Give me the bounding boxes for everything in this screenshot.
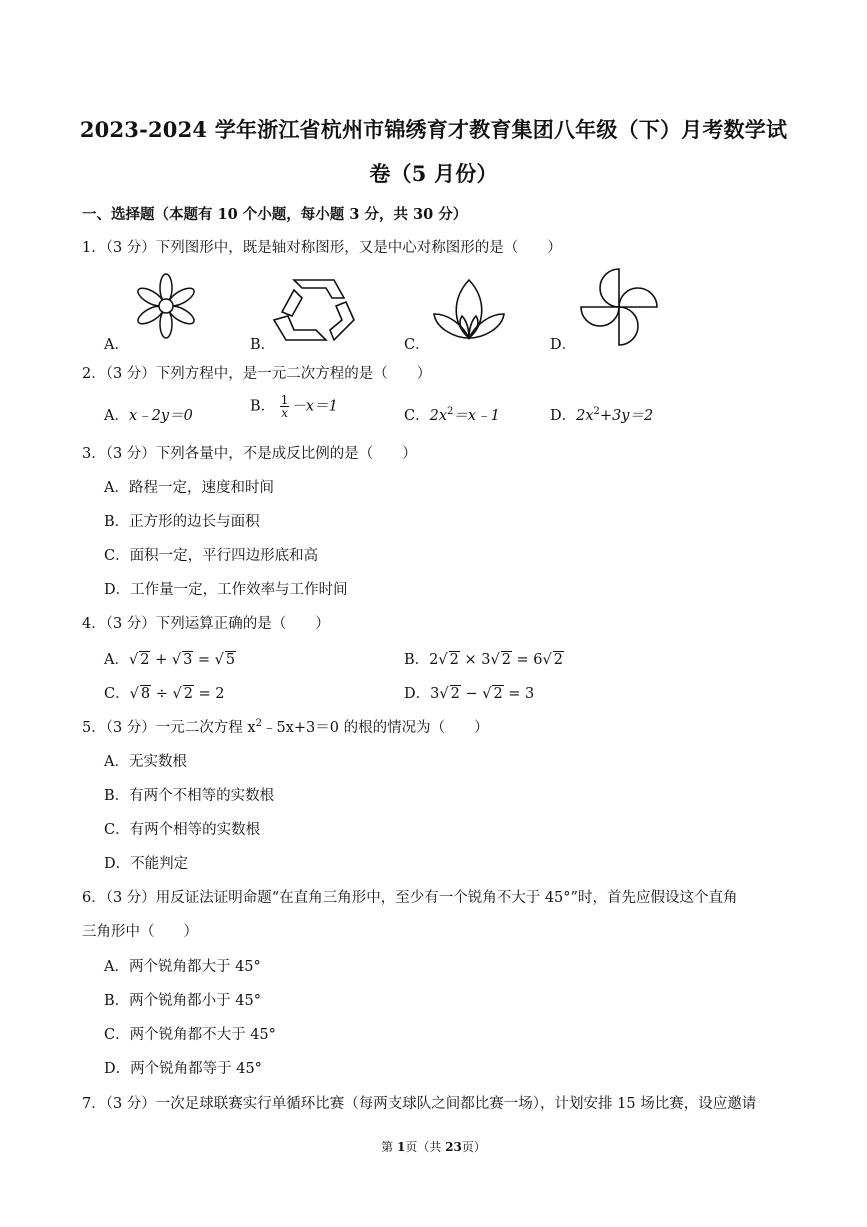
question-4-stem: 4．（3 分）下列运算正确的是（ ） xyxy=(82,616,330,632)
q2-option-c-label: C． xyxy=(404,408,430,424)
q1-option-d-label: D． xyxy=(550,337,577,353)
q2-option-b-label: B． xyxy=(250,398,276,415)
recycle-hexagon-icon xyxy=(272,276,356,344)
q2-option-b-fraction: $\frac{1}{x}$ xyxy=(280,393,289,420)
q3-option-c: C．面积一定，平行四边形底和高 xyxy=(104,548,319,564)
q3-option-a: A．路程一定，速度和时间 xyxy=(104,480,274,496)
question-6-stem-line-2: 三角形中（ ） xyxy=(82,924,198,940)
q5-option-b: B．有两个不相等的实数根 xyxy=(104,788,275,804)
q4-option-b: B．2√ 2 × 3√ 2 = 6√ 2 xyxy=(404,652,564,668)
exam-title-line-1: 2023-2024 学年浙江省杭州市锦绣育才教育集团八年级（下）月考数学试 xyxy=(79,117,788,142)
q1-option-b-label: B． xyxy=(250,337,276,353)
q2-option-a-label: A． xyxy=(104,408,129,424)
q2-option-d-label: D． xyxy=(550,408,577,424)
page-number: 1 xyxy=(396,1140,406,1154)
q5-option-c: C．有两个相等的实数根 xyxy=(104,822,261,838)
q6-option-c: C．两个锐角都不大于 45° xyxy=(104,1027,276,1043)
q3-option-b: B．正方形的边长与面积 xyxy=(104,514,260,530)
q4-option-d: D．3√ 2 − √ 2 = 3 xyxy=(404,686,535,702)
q2-option-a xyxy=(104,404,193,425)
pinwheel-icon xyxy=(578,266,660,348)
question-7-stem: 7．（3 分）一次足球联赛实行单循环比赛（每两支球队之间都比赛一场），计划安排 15 场比赛，设应邀请 xyxy=(82,1096,757,1112)
q3-option-d: D．工作量一定，工作效率与工作时间 xyxy=(104,582,348,598)
q6-option-d: D．两个锐角都等于 45° xyxy=(104,1061,262,1077)
q2-option-b-expr: －x＝1 xyxy=(291,398,338,415)
q2-option-a-expr: x﹣2y＝0 xyxy=(128,408,193,424)
q4-option-a: A．√ 2 + √ 3 = √ 5 xyxy=(104,652,236,668)
q2-option-d: D．$2x^2+3y=2$ xyxy=(550,406,654,424)
section-heading: 一、选择题（本题有 10 个小题，每小题 3 分，共 30 分） xyxy=(82,206,468,223)
q2-option-b xyxy=(250,394,338,419)
page-total: 23 xyxy=(445,1140,462,1154)
q6-option-a: A．两个锐角都大于 45° xyxy=(104,959,261,975)
q1-option-a-label: A． xyxy=(104,337,129,353)
q4-option-c: C．√ 8 ÷ √ 2 = 2 xyxy=(104,686,225,702)
q5-option-a: A．无实数根 xyxy=(104,754,187,770)
question-3-stem: 3．（3 分）下列各量中，不是成反比例的是（ ） xyxy=(82,446,417,462)
question-5-stem: 5．（3 分）一元二次方程 $x^2﹣5x+3=0$ 的根的情况为（ ） xyxy=(82,718,489,736)
q1-option-c-label: C． xyxy=(404,337,430,353)
q2-option-c: C．$2x^2=x﹣1$ xyxy=(404,406,500,424)
question-6-stem-line-1: 6．（3 分）用反证法证明命题“在直角三角形中，至少有一个锐角不大于 45°”时，首先应假设这个直角 xyxy=(82,890,738,906)
question-1-stem: 1．（3 分）下列图形中，既是轴对称图形，又是中心对称图形的是（ ） xyxy=(82,240,562,256)
flower-icon xyxy=(130,270,202,342)
q6-option-b: B．两个锐角都小于 45° xyxy=(104,993,261,1009)
lotus-icon xyxy=(430,276,508,346)
q5-option-d: D．不能判定 xyxy=(104,856,189,872)
page-footer: 第 1页（共 23页） xyxy=(381,1140,486,1154)
exam-title-line-2: 卷（5 月份） xyxy=(369,161,498,186)
question-2-stem: 2．（3 分）下列方程中，是一元二次方程的是（ ） xyxy=(82,366,432,382)
